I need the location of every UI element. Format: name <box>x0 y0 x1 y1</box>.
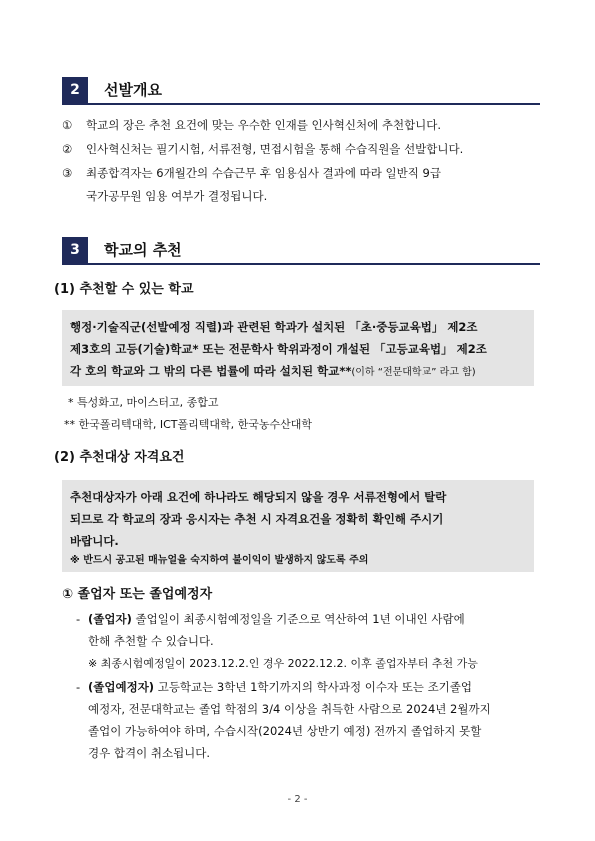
box-line: 바랍니다. <box>70 534 119 548</box>
list-item <box>62 118 540 133</box>
list-item <box>62 142 540 157</box>
dash-marker: - <box>76 612 81 626</box>
box-line: 행정·기술직군(선발예정 직렬)과 관련된 학과가 설치된 「초·중등교육법」 제2조 <box>70 320 478 334</box>
section-title: 선발개요 <box>104 81 162 99</box>
item-mark: ③ <box>62 166 73 180</box>
box-line: 제3호의 고등(기술)학교* 또는 전문학사 학위과정이 개설된 「고등교육법」 제2조 <box>70 342 487 356</box>
list-item <box>62 166 540 181</box>
item-text: 최종합격자는 6개월간의 수습근무 후 임용심사 결과에 따라 일반직 9급 <box>86 166 441 180</box>
requirement-label: (졸업예정자) <box>88 680 155 694</box>
footnote: * 특성화고, 마이스터고, 종합고 <box>68 396 219 409</box>
section-3-header <box>62 237 540 265</box>
subsection-title: (1) 추천할 수 있는 학교 <box>54 282 194 297</box>
requirement-line: 경우 합격이 취소됩니다. <box>88 746 211 760</box>
highlight-box <box>62 310 534 386</box>
section-title: 학교의 추천 <box>104 241 182 259</box>
requirement-line: 고등학교는 3학년 1학기까지의 학사과정 이수자 또는 조기졸업 <box>154 680 473 694</box>
item-text: 국가공무원 임용 여부가 결정됩니다. <box>86 189 268 203</box>
highlight-box <box>62 480 534 572</box>
page-number: - 2 - <box>287 794 308 805</box>
requirement-line: 졸업이 가능하여야 하며, 수습시작(2024년 상반기 예정) 전까지 졸업하지 못할 <box>88 724 482 738</box>
requirement-label: (졸업자) <box>88 612 132 626</box>
requirement-text <box>88 676 540 764</box>
requirement-item <box>76 676 536 766</box>
requirement-line: 한해 추천할 수 있습니다. <box>88 634 214 648</box>
example-note: ※ 최종시험예정일이 2023.12.2.인 경우 2022.12.2. 이후 졸업자부터 추천 가능 <box>88 657 478 670</box>
requirement-line: 예정자, 전문대학교는 졸업 학점의 3/4 이상을 취득한 사람으로 2024년 2월까지 <box>88 702 491 716</box>
item-heading: ① 졸업자 또는 졸업예정자 <box>62 587 213 602</box>
section-number: 2 <box>62 77 88 103</box>
item-mark: ② <box>62 142 73 156</box>
requirement-line: 졸업일이 최종시험예정일을 기준으로 역산하여 1년 이내인 사람에 <box>131 612 465 626</box>
section-2-header <box>62 77 540 105</box>
item-text: 학교의 장은 추천 요건에 맞는 우수한 인재를 인사혁신처에 추천합니다. <box>86 118 442 132</box>
item-text: 인사혁신처는 필기시험, 서류전형, 면접시험을 통해 수습직원을 선발합니다. <box>86 142 464 156</box>
box-line: 되므로 각 학교의 장과 응시자는 추천 시 자격요건을 정확히 확인해 주시기 <box>70 512 444 526</box>
box-line <box>70 360 526 384</box>
item-mark: ① <box>62 118 73 132</box>
box-note: ※ 반드시 공고된 매뉴얼을 숙지하여 불이익이 발생하지 않도록 주의 <box>70 555 369 566</box>
dash-marker: - <box>76 680 81 694</box>
box-line-text: 각 호의 학교와 그 밖의 다른 법률에 따라 설치된 학교** <box>70 364 352 378</box>
footnote: ** 한국폴리텍대학, ICT폴리텍대학, 한국농수산대학 <box>64 418 313 431</box>
box-line: 추천대상자가 아래 요건에 하나라도 해당되지 않을 경우 서류전형에서 탈락 <box>70 490 447 504</box>
subsection-title: (2) 추천대상 자격요건 <box>54 450 185 465</box>
requirement-item <box>76 608 536 652</box>
section-number: 3 <box>62 237 88 263</box>
box-line-suffix: (이하 “전문대학교” 라고 함) <box>351 367 476 378</box>
requirement-text <box>88 608 540 652</box>
